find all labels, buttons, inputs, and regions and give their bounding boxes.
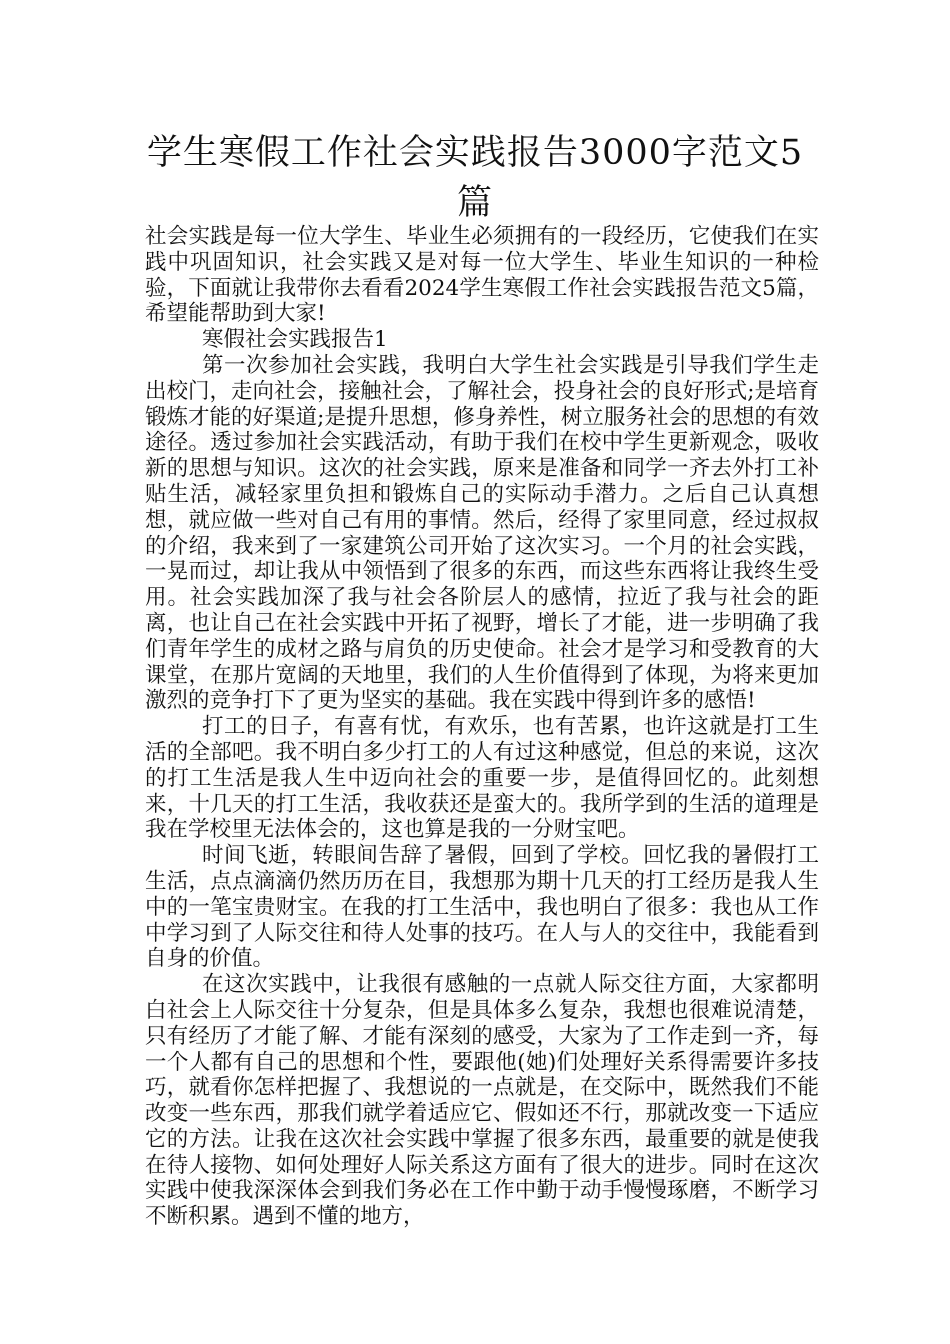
document-title: 学生寒假工作社会实践报告3000字范文5篇 — [146, 133, 804, 223]
body-paragraph: 时间飞逝，转眼间告辞了暑假，回到了学校。回忆我的暑假打工生活，点点滴滴仍然历历在目，我想那为期十几天的打工经历是我人生中的一笔宝贵财宝。在我的打工生活中，我也明白了很多：我也从工作中学习到了人际交往和待人处事的技巧。在人与人的交往中，我能看到自身的价值。 — [145, 843, 819, 972]
body-paragraph: 打工的日子，有喜有忧，有欢乐，也有苦累，也许这就是打工生活的全部吧。我不明白多少打工的人有过这种感觉，但总的来说，这次的打工生活是我人生中迈向社会的重要一步，是值得回忆的。此刻想来，十几天的打工生活，我收获还是蛮大的。我所学到的生活的道理是我在学校里无法体会的，这也算是我的一分财宝吧。 — [145, 714, 819, 843]
body-paragraph: 第一次参加社会实践，我明白大学生社会实践是引导我们学生走出校门，走向社会，接触社会，了解社会，投身社会的良好形式;是培育锻炼才能的好渠道;是提升思想，修身养性，树立服务社会的思想的有效途径。透过参加社会实践活动，有助于我们在校中学生更新观念，吸收新的思想与知识。这次的社会实践，原来是准备和同学一齐去外打工补贴生活，减轻家里负担和锻炼自己的实际动手潜力。之后自己认真想想，就应做一些对自己有用的事情。然后，经得了家里同意，经过叔叔的介绍，我来到了一家建筑公司开始了这次实习。一个月的社会实践，一晃而过，却让我从中领悟到了很多的东西，而这些东西将让我终生受用。社会实践加深了我与社会各阶层人的感情，拉近了我与社会的距离，也让自己在社会实践中开拓了视野，增长了才能，进一步明确了我们青年学生的成材之路与肩负的历史使命。社会才是学习和受教育的大课堂，在那片宽阔的天地里，我们的人生价值得到了体现，为将来更加激烈的竞争打下了更为坚实的基础。我在实践中得到许多的感悟! — [145, 352, 819, 714]
section-heading: 寒假社会实践报告1 — [201, 327, 388, 353]
body-paragraph: 在这次实践中，让我很有感触的一点就人际交往方面，大家都明白社会上人际交往十分复杂，但是具体多么复杂，我想也很难说清楚，只有经历了才能了解、才能有深刻的感受，大家为了工作走到一齐，每一个人都有自己的思想和个性，要跟他(她)们处理好关系得需要许多技巧，就看你怎样把握了、我想说的一点就是，在交际中，既然我们不能改变一些东西，那我们就学着适应它、假如还不行，那就改变一下适应它的方法。让我在这次社会实践中掌握了很多东西，最重要的就是使我在待人接物、如何处理好人际关系这方面有了很大的进步。同时在这次实践中使我深深体会到我们务必在工作中勤于动手慢慢琢磨，不断学习不断积累。遇到不懂的地方， — [145, 972, 819, 1230]
document-body — [145, 224, 819, 1230]
intro-paragraph: 社会实践是每一位大学生、毕业生必须拥有的一段经历，它使我们在实践中巩固知识，社会实践又是对每一位大学生、毕业生知识的一种检验，下面就让我带你去看看2024学生寒假工作社会实践报告范文5篇，希望能帮助到大家! — [145, 224, 819, 327]
